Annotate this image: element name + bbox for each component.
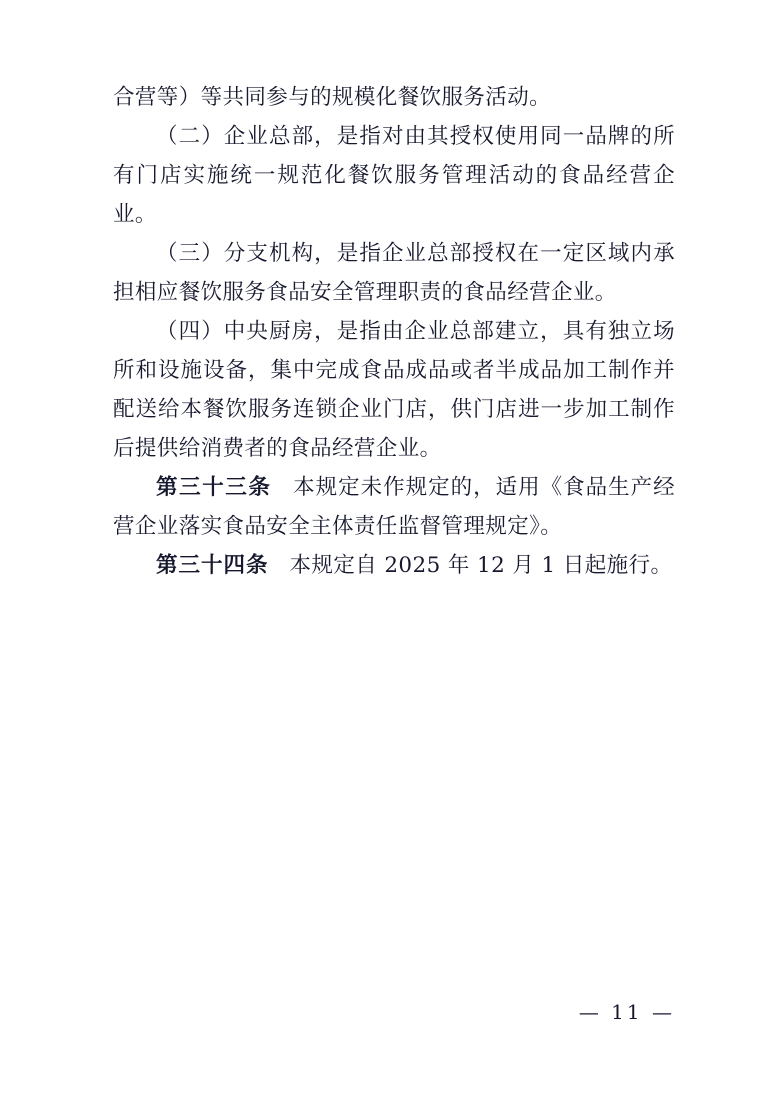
document-body bbox=[113, 78, 675, 585]
paragraph-item-2: （二）企业总部，是指对由其授权使用同一品牌的所有门店实施统一规范化餐饮服务管理活动的食品经营企业。 bbox=[113, 124, 675, 227]
paragraph-item-4: （四）中央厨房，是指由企业总部建立，具有独立场所和设施设备，集中完成食品成品或者半成品加工制作并配送给本餐饮服务连锁企业门店，供门店进一步加工制作后提供给消费者的食品经营企业。 bbox=[113, 319, 675, 461]
article-33-label: 第三十三条 bbox=[156, 475, 272, 500]
article-34 bbox=[113, 546, 675, 585]
article-33-text: 本规定未作规定的，适用《食品生产经营企业落实食品安全主体责任监督管理规定》。 bbox=[113, 475, 675, 539]
page-number: — 11 — bbox=[578, 1000, 675, 1024]
paragraph-item-3: （三）分支机构，是指企业总部授权在一定区域内承担相应餐饮服务食品安全管理职责的食品经营企业。 bbox=[113, 241, 675, 305]
article-34-label: 第三十四条 bbox=[156, 553, 269, 578]
paragraph-continuation: 合营等）等共同参与的规模化餐饮服务活动。 bbox=[113, 85, 552, 110]
article-33 bbox=[113, 468, 675, 546]
article-34-text: 本规定自 2025 年 12 月 1 日起施行。 bbox=[289, 553, 673, 578]
